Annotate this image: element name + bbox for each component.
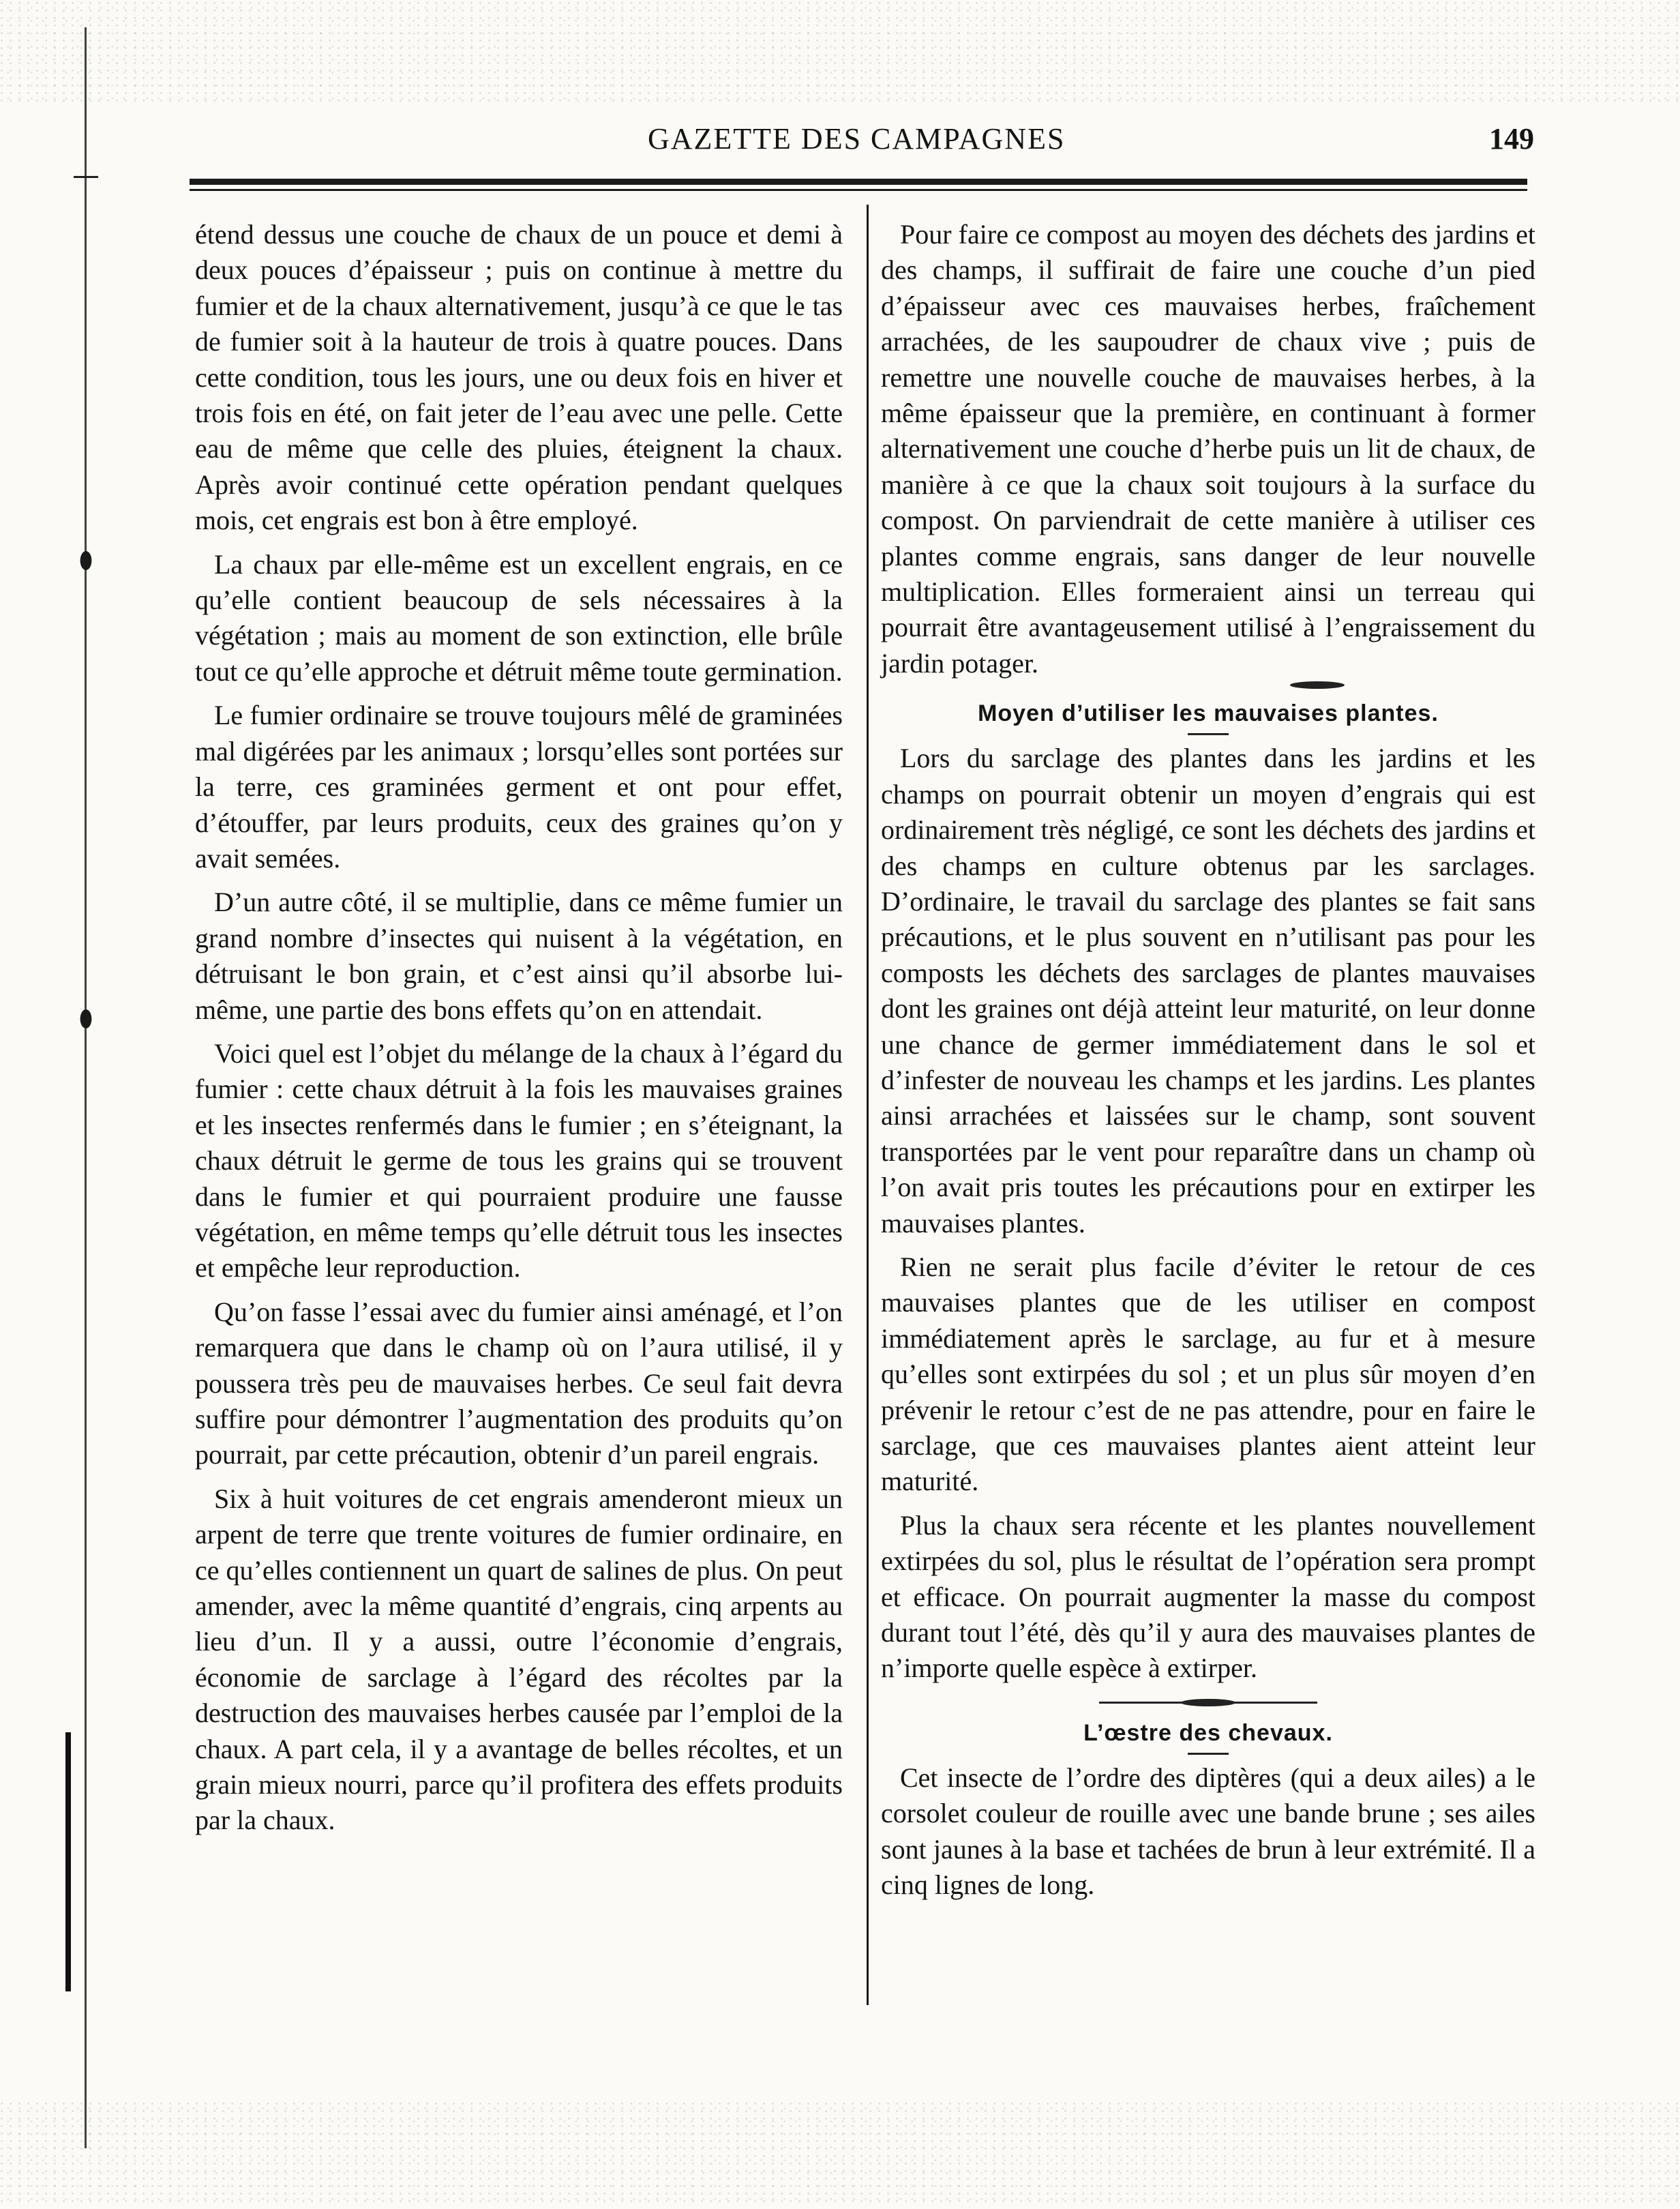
binding-mark: [80, 1009, 92, 1028]
paragraph: Plus la chaux sera récente et les plantes nouvellement extirpées du sol, plus le résultat de l’opération sera prompt et efficace. On pourrait augmenter la masse du compost durant tout l’été, dès qu’il y aura des mauvaises plantes de n’importe quelle espèce à extirper.: [881, 1509, 1535, 1684]
right-column: [881, 217, 1535, 1903]
paragraph: Le fumier ordinaire se trouve toujours mêlé de graminées mal digérées par les animaux ; lorsqu’elles sont portées sur la terre, ces graminées germent et ont pour effet, d’étouffer, par leurs produits, ceux des graines qu’on y avait semées.: [195, 700, 843, 874]
scan-noise-bottom: [0, 2101, 1680, 2203]
left-column: [195, 217, 843, 1839]
heading-underline: [1188, 1753, 1229, 1755]
paragraph: Lors du sarclage des plantes dans les jardins et les champs on pourrait obtenir un moyen d’engrais qui est ordinairement très négligé, ce sont les déchets des jardins et des champs en culture obtenus par les sarclages. D’ordinaire, le travail du sarclage des plantes se fait sans précautions, et le plus souvent en n’utilisant pas pour les composts les déchets des sarclages de plantes mauvaises dont les graines ont déjà atteint leur maturité, on leur donne une chance de germer immédiatement dans le sol et d’infester de nouveau les champs et les jardins. Les plantes ainsi arrachées et laissées sur le champ, sont souvent transportées par le vent pour reparaître dans un champ où l’on avait pris toutes les précautions pour en extirper les mauvaises plantes.: [881, 743, 1535, 1239]
scan-noise-top: [0, 0, 1680, 102]
publication-title: GAZETTE DES CAMPAGNES: [648, 122, 1066, 155]
paragraph: Cet insecte de l’ordre des diptères (qui a deux ailes) a le corsolet couleur de rouille avec une bande brune ; ses ailes sont jaunes à la base et tachées de brun à leur extrémité. Il a cinq lignes de long.: [881, 1762, 1535, 1901]
column-divider: [867, 205, 869, 2005]
section-ornament: [1099, 1702, 1317, 1704]
paragraph: Pour faire ce compost au moyen des déchets des jardins et des champs, il suffirait de faire une couche d’un pied d’épaisseur avec ces mauvaises herbes, fraîchement arrachées, de les saupoudrer de chaux vive ; puis de remettre une nouvelle couche de mauvaises herbes, à la même épaisseur que la première, en continuant à former alternativement une couche d’herbe puis un lit de chaux, de manière à ce que la chaux soit toujours à la surface du compost. On parviendrait de cette manière à utiliser ces plantes comme engrais, sans danger de leur nouvelle multiplication. Elles formeraient ainsi un terreau qui pourrait être avantageusement utilisé à l’engraissement du jardin potager.: [881, 219, 1535, 679]
binding-edge-line: [85, 27, 87, 2148]
paragraph: La chaux par elle-même est un excellent engrais, en ce qu’elle contient beaucoup de sels nécessaires à la végétation ; mais au moment de son extinction, elle brûle tout ce qu’elle approche et détruit même toute germination.: [195, 548, 843, 687]
section-heading: Moyen d’utiliser les mauvaises plantes.: [978, 700, 1439, 727]
page-header: [177, 121, 1548, 176]
binding-edge-bar: [65, 1732, 71, 1991]
paragraph: étend dessus une couche de chaux de un pouce et demi à deux pouces d’épaisseur ; puis on continue à mettre du fumier et de la chaux alternativement, jusqu’à ce que le tas de fumier soit à la hauteur de trois à quatre pouces. Dans cette condition, tous les jours, une ou deux fois en hiver et trois fois en été, on fait jeter de l’eau avec une pelle. Cette eau de même que celle des pluies, éteignent la chaux. Après avoir continué cette opération pendant quelques mois, cet engrais est bon à être employé.: [195, 219, 843, 536]
header-rule-thick: [190, 179, 1527, 185]
paragraph: Rien ne serait plus facile d’éviter le retour de ces mauvaises plantes que de les utiliser en compost immédiatement après le sarclage, au fur et à mesure qu’elles sont extirpées du sol ; et un plus sûr moyen d’en prévenir le retour c’est de ne pas attendre, pour en faire le sarclage, que ces mauvaises plantes aient atteint leur maturité.: [881, 1251, 1535, 1497]
paragraph: Six à huit voitures de cet engrais amenderont mieux un arpent de terre que trente voitures de fumier ordinaire, en ce qu’elles contiennent un quart de salines de plus. On peut amender, avec la même quantité d’engrais, cinq arpents au lieu d’un. Il y a aussi, outre l’économie d’engrais, économie de sarclage à l’égard des récoltes par la destruction des mauvaises herbes causée par l’emploi de la chaux. A part cela, il y a avantage de belles récoltes, et un grain mieux nourri, parce qu’il profitera des effets produits par la chaux.: [195, 1483, 843, 1836]
header-rule-thin: [190, 189, 1527, 191]
heading-underline: [1188, 733, 1229, 735]
section-heading: L’œstre des chevaux.: [1083, 1719, 1333, 1746]
binding-mark: [80, 551, 92, 570]
binding-edge-tick: [74, 176, 98, 178]
paragraph: Qu’on fasse l’essai avec du fumier ainsi aménagé, et l’on remarquera que dans le champ où on l’aura utilisé, il y poussera très peu de mauvaises herbes. Ce seul fait devra suffire pour démontrer l’augmentation des produits qu’on pourrait, par cette précaution, obtenir d’un pareil engrais.: [195, 1296, 843, 1470]
paragraph: Voici quel est l’objet du mélange de la chaux à l’égard du fumier : cette chaux détruit à la fois les mauvaises graines et les insectes renfermés dans le fumier ; en s’éteignant, la chaux détruit le germe de tous les grains qui se trouvent dans le fumier et qui pourraient produire une fausse végétation, en même temps qu’elle détruit tous les insectes et empêche leur reproduction.: [195, 1037, 843, 1284]
paragraph: D’un autre côté, il se multiplie, dans ce même fumier un grand nombre d’insectes qui nuisent à la végétation, en détruisant le bon grain, et c’est ainsi qu’il absorbe lui-même, une partie des bons effets qu’on en attendait.: [195, 887, 843, 1025]
page-number: 149: [1489, 122, 1534, 155]
